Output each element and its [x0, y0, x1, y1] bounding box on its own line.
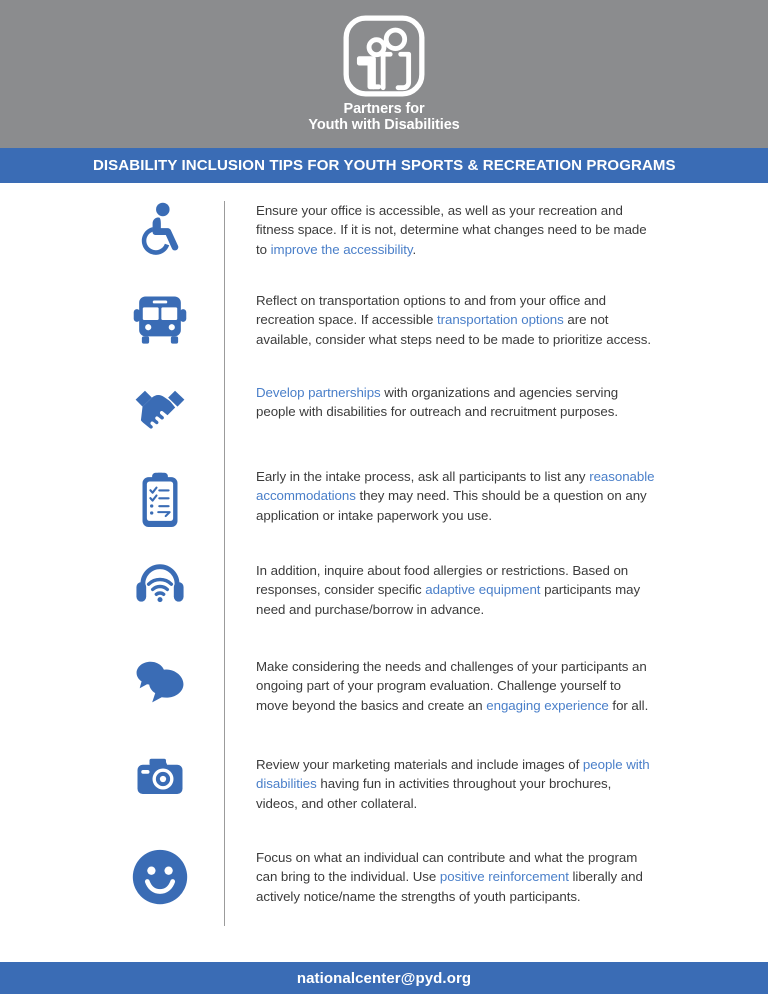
page-footer — [0, 962, 768, 994]
tip-item — [110, 383, 670, 435]
handshake-icon — [110, 383, 210, 435]
tip-text-segment: Early in the intake process, ask all participants to list any — [256, 469, 590, 484]
logo-wordmark — [308, 102, 459, 133]
tip-text-segment: liberally and actively notice/name the strengths of youth participants. — [256, 869, 643, 904]
tip-highlight-link[interactable]: Develop partnerships — [256, 385, 381, 400]
tip-text — [256, 291, 656, 349]
pyd-logo-icon — [340, 12, 428, 100]
tip-text — [256, 657, 656, 715]
tip-text-segment: participants may need and purchase/borrow in advance. — [256, 582, 641, 617]
tip-text-segment: for all. — [608, 697, 649, 713]
tip-highlight-link[interactable]: improve the accessibility — [270, 241, 413, 257]
tip-highlight-link[interactable]: engaging experience — [486, 697, 609, 713]
tip-text-segment: they may need. This should be a question on any application or intake paperwork you use. — [256, 488, 647, 523]
tip-text-segment: In addition, inquire about food allergies or restrictions. Based on responses, consider specific — [256, 563, 629, 598]
page-title: DISABILITY INCLUSION TIPS FOR YOUTH SPORTS & RECREATION PROGRAMS — [92, 157, 676, 174]
clipboard-checklist-icon — [110, 467, 210, 531]
tip-highlight-link[interactable]: positive reinforcement — [439, 869, 569, 885]
tip-text — [256, 755, 656, 813]
tip-text-segment: Ensure your office is accessible, as well as your recreation and fitness space. If it is not, determine what changes need to be made to — [256, 203, 647, 257]
tip-highlight-link[interactable]: adaptive equipment — [425, 582, 541, 598]
tip-text-segment: Review your marketing materials and include images of — [256, 757, 583, 772]
tip-highlight-link[interactable]: reasonable accommodations — [256, 469, 655, 504]
smiley-face-icon — [110, 848, 210, 906]
tip-item — [110, 561, 670, 619]
tips-content — [0, 183, 768, 962]
tip-item — [110, 467, 670, 531]
wheelchair-icon — [110, 201, 210, 261]
tip-text — [256, 383, 656, 422]
tip-item — [110, 848, 670, 906]
tip-text-segment: Make considering the needs and challenges of your participants an ongoing part of your program evaluation. Challenge yourself to move beyond the basics and create an — [256, 659, 647, 713]
logo-line-1: Partners for — [343, 101, 425, 117]
page-header — [0, 0, 768, 148]
tip-item — [110, 291, 670, 349]
tip-text-segment: Focus on what an individual can contribute and what the program can bring to the individual. Use — [256, 850, 638, 885]
speech-bubbles-icon — [110, 657, 210, 707]
tip-text-segment: having fun in activities throughout your brochures, videos, and other collateral. — [256, 776, 612, 811]
headphones-wifi-icon — [110, 561, 210, 613]
contact-email[interactable]: nationalcenter@pyd.org — [296, 969, 472, 987]
tip-text-segment: Reflect on transportation options to and from your office and recreation space. If accessible — [256, 293, 607, 328]
tip-highlight-link[interactable]: transportation options — [436, 312, 564, 328]
tip-text — [256, 561, 656, 619]
title-banner — [0, 148, 768, 183]
tip-item — [110, 755, 670, 813]
tip-item — [110, 201, 670, 261]
camera-icon — [110, 755, 210, 803]
tip-highlight-link[interactable]: people with disabilities — [256, 757, 650, 792]
tip-text-segment: are not available, consider what steps need to be made to prioritize access. — [256, 312, 651, 347]
tip-text-segment: . — [412, 241, 417, 257]
logo-line-2: Youth with Disabilities — [308, 116, 460, 133]
tip-text — [256, 467, 656, 525]
tip-text — [256, 848, 656, 906]
tip-item — [110, 657, 670, 715]
tip-text — [256, 201, 656, 259]
organization-logo — [308, 12, 459, 133]
tip-text-segment: with organizations and agencies serving people with disabilities for outreach and recruitment purposes. — [256, 385, 619, 420]
bus-icon — [110, 291, 210, 349]
